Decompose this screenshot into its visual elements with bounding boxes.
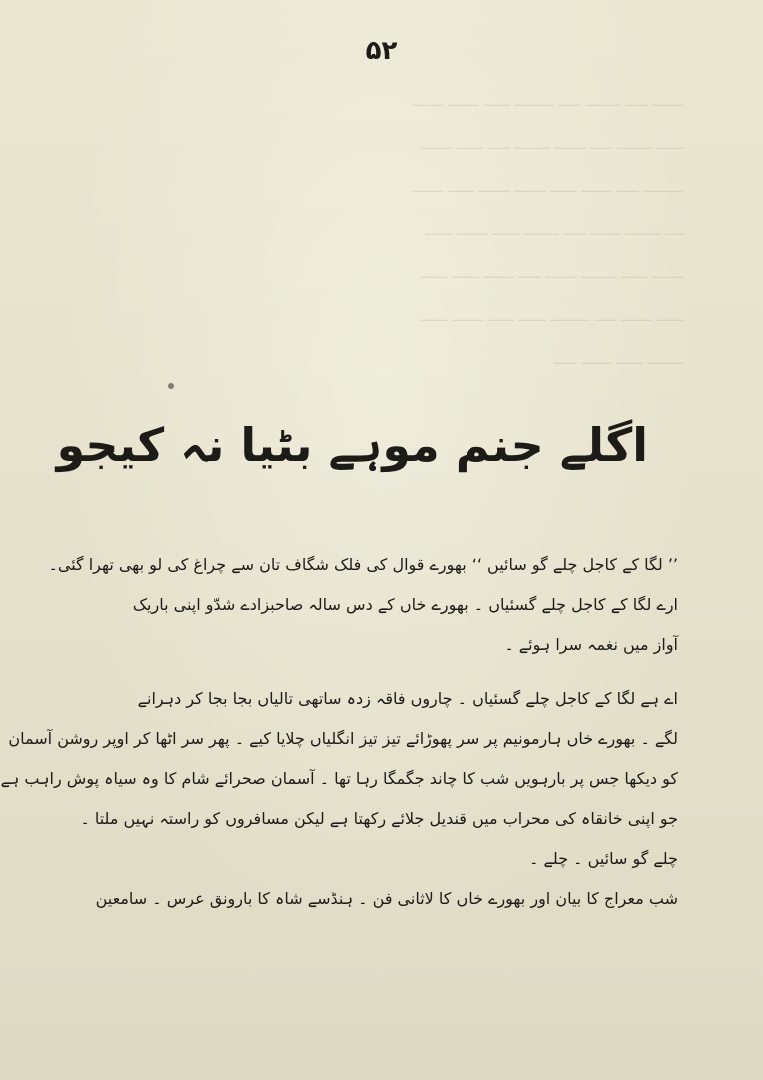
paragraph-2: [0, 679, 678, 919]
text-line: کو دیکھا جس پر بارہویں شب کا چاند جگمگا رہا تھا ۔ آسمان صحرائے شام کا وہ سیاہ پوش راہب ہے: [0, 769, 678, 788]
paragraph-1: [48, 545, 678, 665]
text-line: چلے گو سائیں ۔ چلے ۔: [529, 849, 678, 868]
text-line: لگے ۔ بھورے خاں ہارمونیم پر سر پھوڑائے تیز تیز انگلیاں چلایا کیے ۔ پھر سر اٹھا کر اوپر روشن آسمان: [8, 729, 678, 748]
text-line: شب معراج کا بیان اور بھورے خاں کا لاثانی فن ۔ ہنڈسے شاہ کا بارونق عرس ۔ سامعین: [95, 889, 678, 908]
body-text: [0, 545, 678, 919]
chapter-title: اگلے جنم موہے بٹیا نہ کیجو: [56, 418, 648, 472]
text-line: اے ہے لگا کے کاجل چلے گسئیاں ۔ چاروں فاقہ زدہ ساتھی تالیاں بجا بجا کر دہرانے: [137, 689, 678, 708]
text-line: ’’ لگا کے کاجل چلے گو سائیں ‘‘ بھورے قوال کی فلک شگاف تان سے چراغ کی لو بھی تھرا گئی۔: [48, 555, 678, 574]
ink-speck: [168, 383, 174, 389]
page-number: ۵۲: [365, 36, 398, 66]
text-line: ارے لگا کے کاجل چلے گسئیاں ۔ بھورے خاں کے دس سالہ صاحبزادے شدّو اپنی باریک: [132, 595, 678, 614]
bleed-through-text: ـــــــ ـــــ ــــــــ ـــــ ـــــــــ ــــــ ـــــــ ـــــــ ــــــ ــــــــ ـــــ ـــــــ ــــــــ ـــــ ــــــ ـــــــ ـــــــــ ـــــ ـــــــ ــــــ ـــــــ ـــــــ ــــــ ـــــــ ــــ ــــــــ ـــــــ ـــــ ــــــــ ــــــ ـــــــ ــــــ ـــــــ ــــــ ــــــــ ـــــــ ـــــ ـــــــ ــــــ ــــــ ــــــ ـــــــ ـــــ ـــــــــ ــــــ ــــــ ـــــــ ــــــ ــــــــ ــــــ ـــــــ ـــــ: [412, 92, 683, 368]
text-line: جو اپنی خانقاہ کی محراب میں قندیل جلائے رکھتا ہے لیکن مسافروں کو راستہ نہیں ملتا ۔: [80, 809, 678, 828]
text-line: آواز میں نغمہ سرا ہوئے ۔: [504, 635, 678, 654]
